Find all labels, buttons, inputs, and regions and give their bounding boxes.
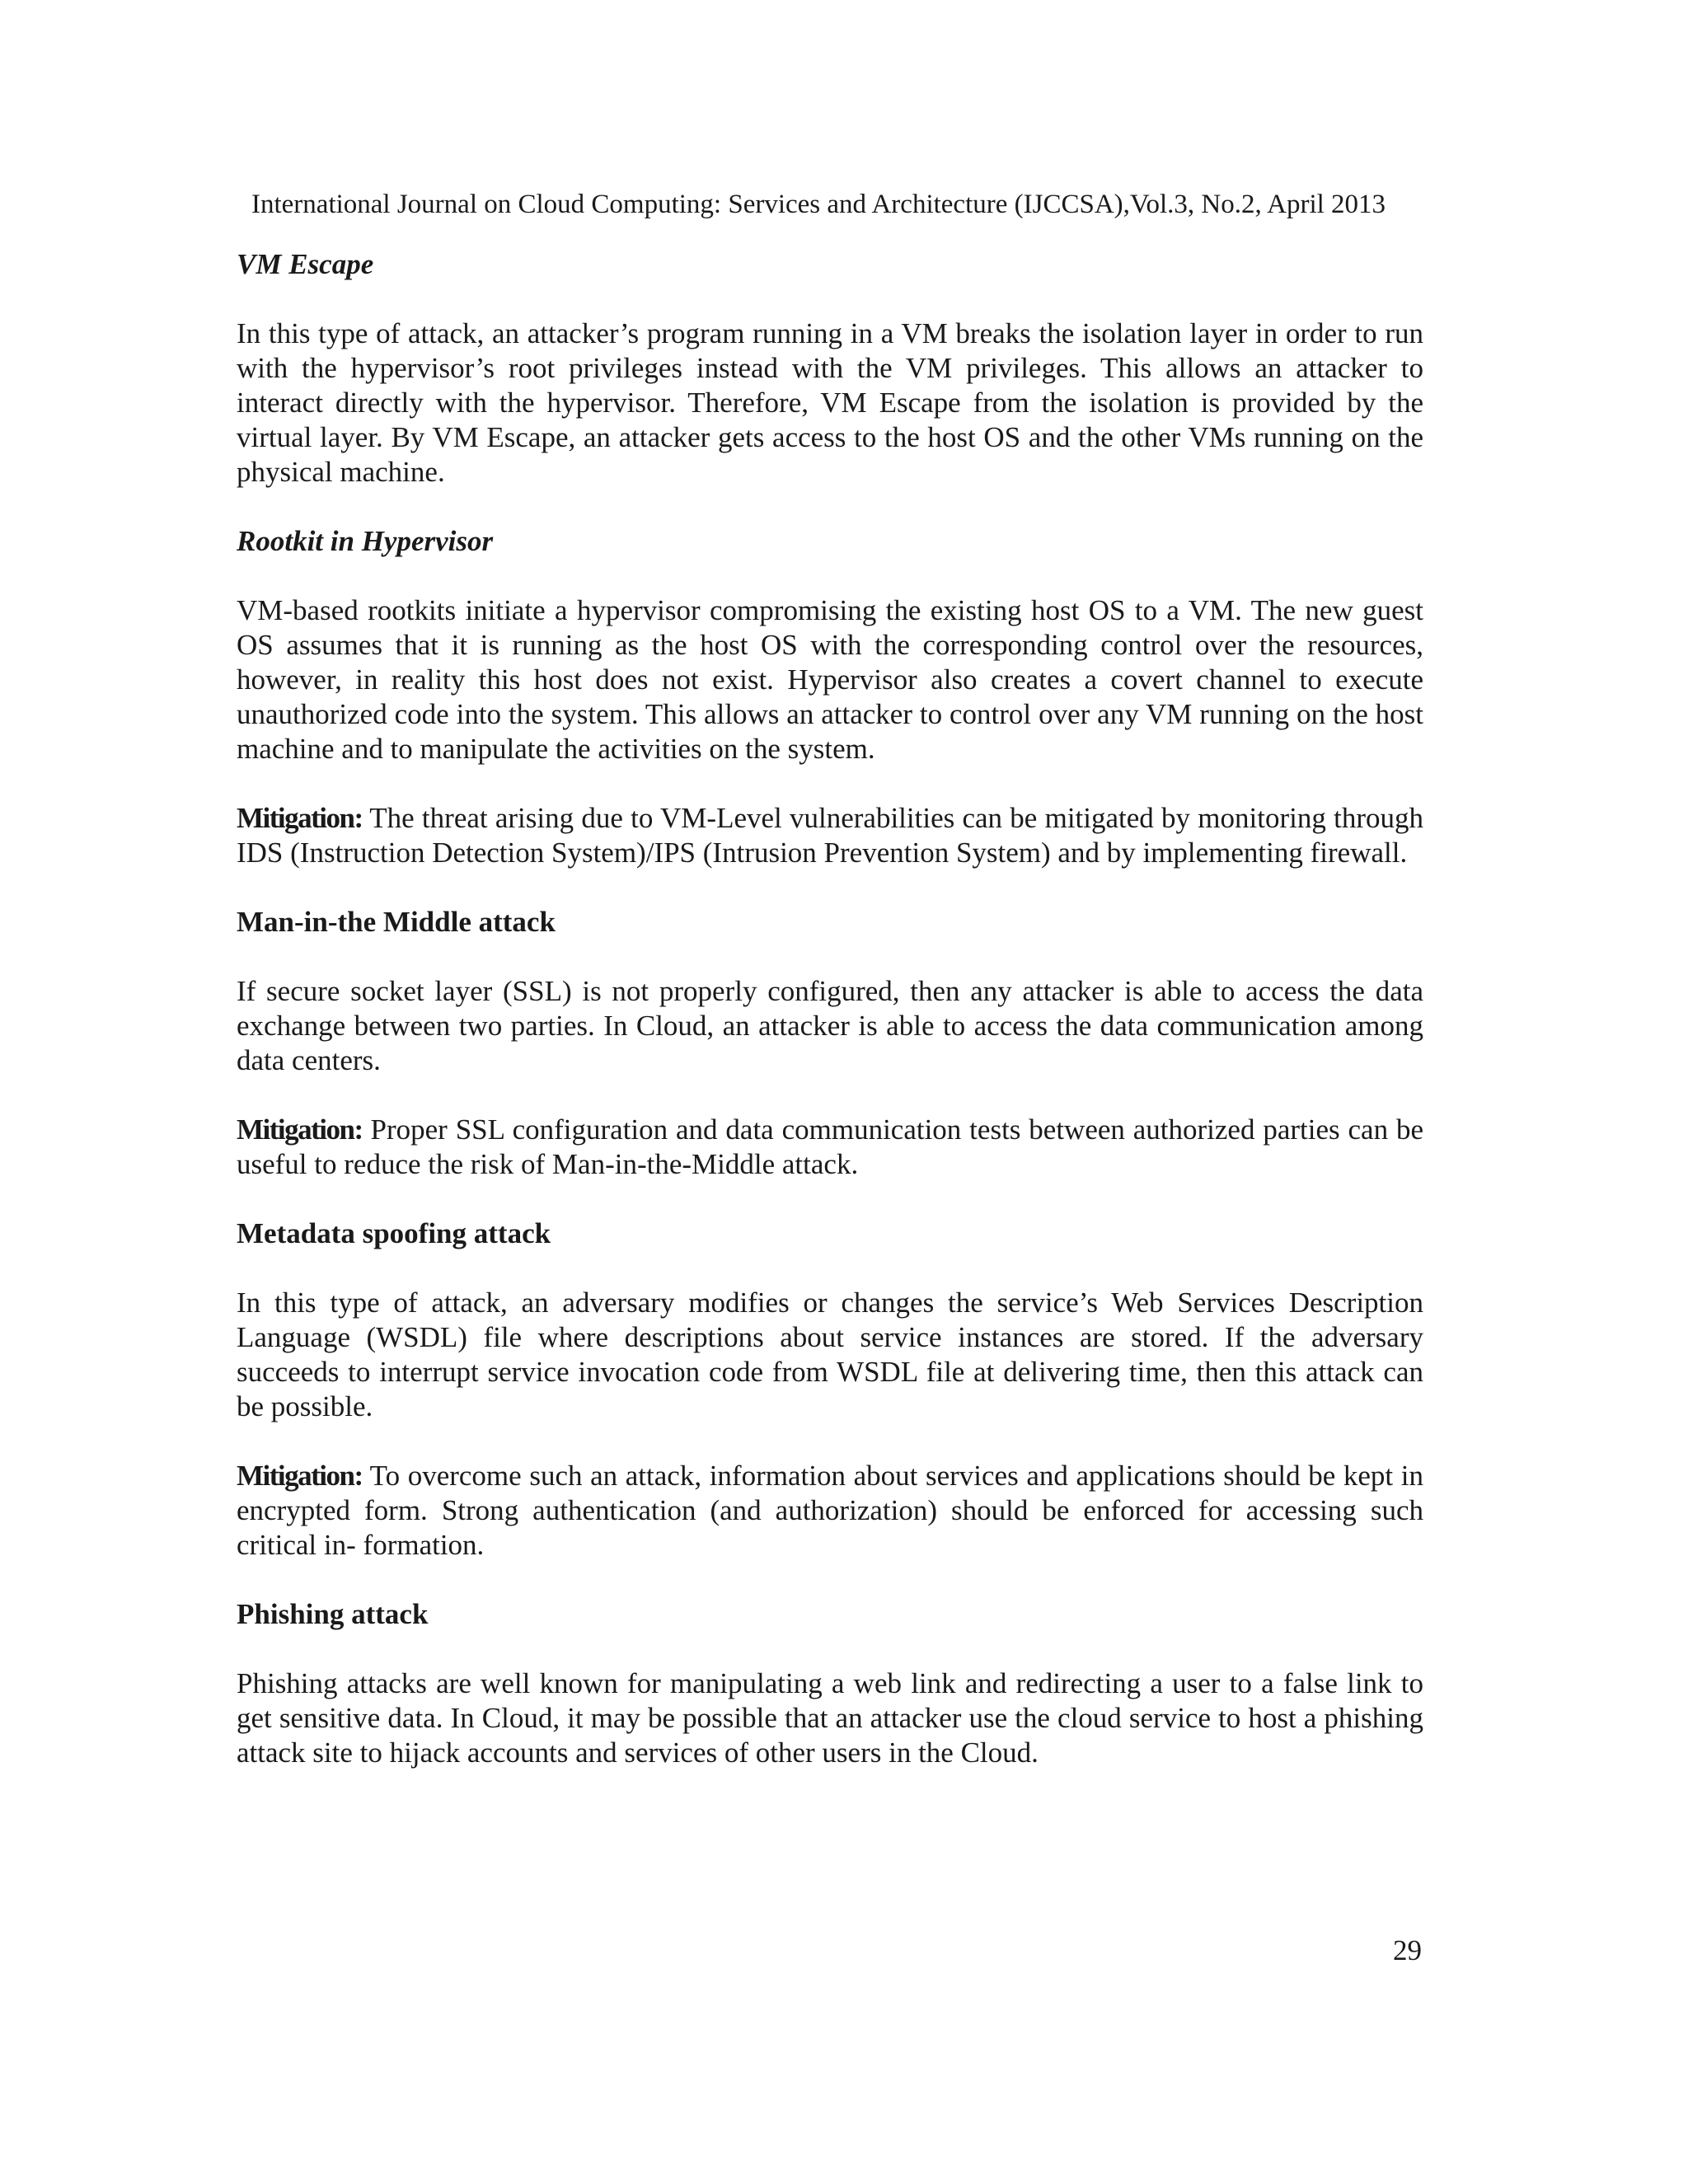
mitigation-label: Mitigation: (237, 1460, 363, 1492)
mitigation-label: Mitigation: (237, 802, 363, 834)
mitigation-text: To overcome such an attack, information about services and applications should be kept in encrypted form. Strong authentication (and authorization) should be enforced for accessing such critical in- formation. (237, 1460, 1423, 1561)
page-body (237, 247, 1423, 1770)
section-heading-phishing: Phishing attack (237, 1598, 429, 1630)
paragraph-metadata-spoofing: In this type of attack, an adversary modifies or changes the service’s Web Services Description Language (WSDL) file where descriptions about service instances are stored. If the adversary succeeds to interrupt service invocation code from WSDL file at delivering time, then this attack can be possible. (237, 1286, 1423, 1422)
section-heading-metadata-spoofing: Metadata spoofing attack (237, 1217, 551, 1249)
section-heading-vm-escape: VM Escape (237, 248, 374, 280)
page-number: 29 (1393, 1934, 1422, 1966)
paragraph-phishing: Phishing attacks are well known for manipulating a web link and redirecting a user to a false link to get sensitive data. In Cloud, it may be possible that an attacker use the cloud service to host a phishing attack site to hijack accounts and services of other users in the Cloud. (237, 1667, 1423, 1769)
running-header: International Journal on Cloud Computing: Services and Architecture (IJCCSA),Vol.3, No.2, April 2013 (251, 190, 1386, 219)
mitigation-label: Mitigation: (237, 1113, 363, 1146)
paragraph-mitm: If secure socket layer (SSL) is not properly configured, then any attacker is able to access the data exchange between two parties. In Cloud, an attacker is able to access the data communication among data centers. (237, 975, 1423, 1076)
mitigation-text: The threat arising due to VM-Level vulnerabilities can be mitigated by monitoring through IDS (Instruction Detection System)/IPS (Intrusion Prevention System) and by implementing firewall. (237, 802, 1423, 869)
paragraph-rootkit: VM-based rootkits initiate a hypervisor compromising the existing host OS to a VM. The new guest OS assumes that it is running as the host OS with the corresponding control over the resources, however, in reality this host does not exist. Hypervisor also creates a covert channel to execute unauthorized code into the system. This allows an attacker to control over any VM running on the host machine and to manipulate the activities on the system. (237, 594, 1423, 765)
section-heading-rootkit: Rootkit in Hypervisor (237, 525, 494, 557)
mitigation-paragraph-metadata (237, 1459, 1423, 1563)
section-heading-mitm: Man-in-the Middle attack (237, 906, 556, 938)
mitigation-paragraph-vm-level (237, 801, 1423, 870)
mitigation-text: Proper SSL configuration and data communication tests between authorized parties can be useful to reduce the risk of Man-in-the-Middle attack. (237, 1113, 1423, 1180)
mitigation-paragraph-mitm (237, 1113, 1423, 1182)
paragraph-vm-escape: In this type of attack, an attacker’s program running in a VM breaks the isolation layer in order to run with the hypervisor’s root privileges instead with the VM privileges. This allows an attacker to interact directly with the hypervisor. Therefore, VM Escape from the isolation is provided by the virtual layer. By VM Escape, an attacker gets access to the host OS and the other VMs running on the physical machine. (237, 317, 1423, 488)
